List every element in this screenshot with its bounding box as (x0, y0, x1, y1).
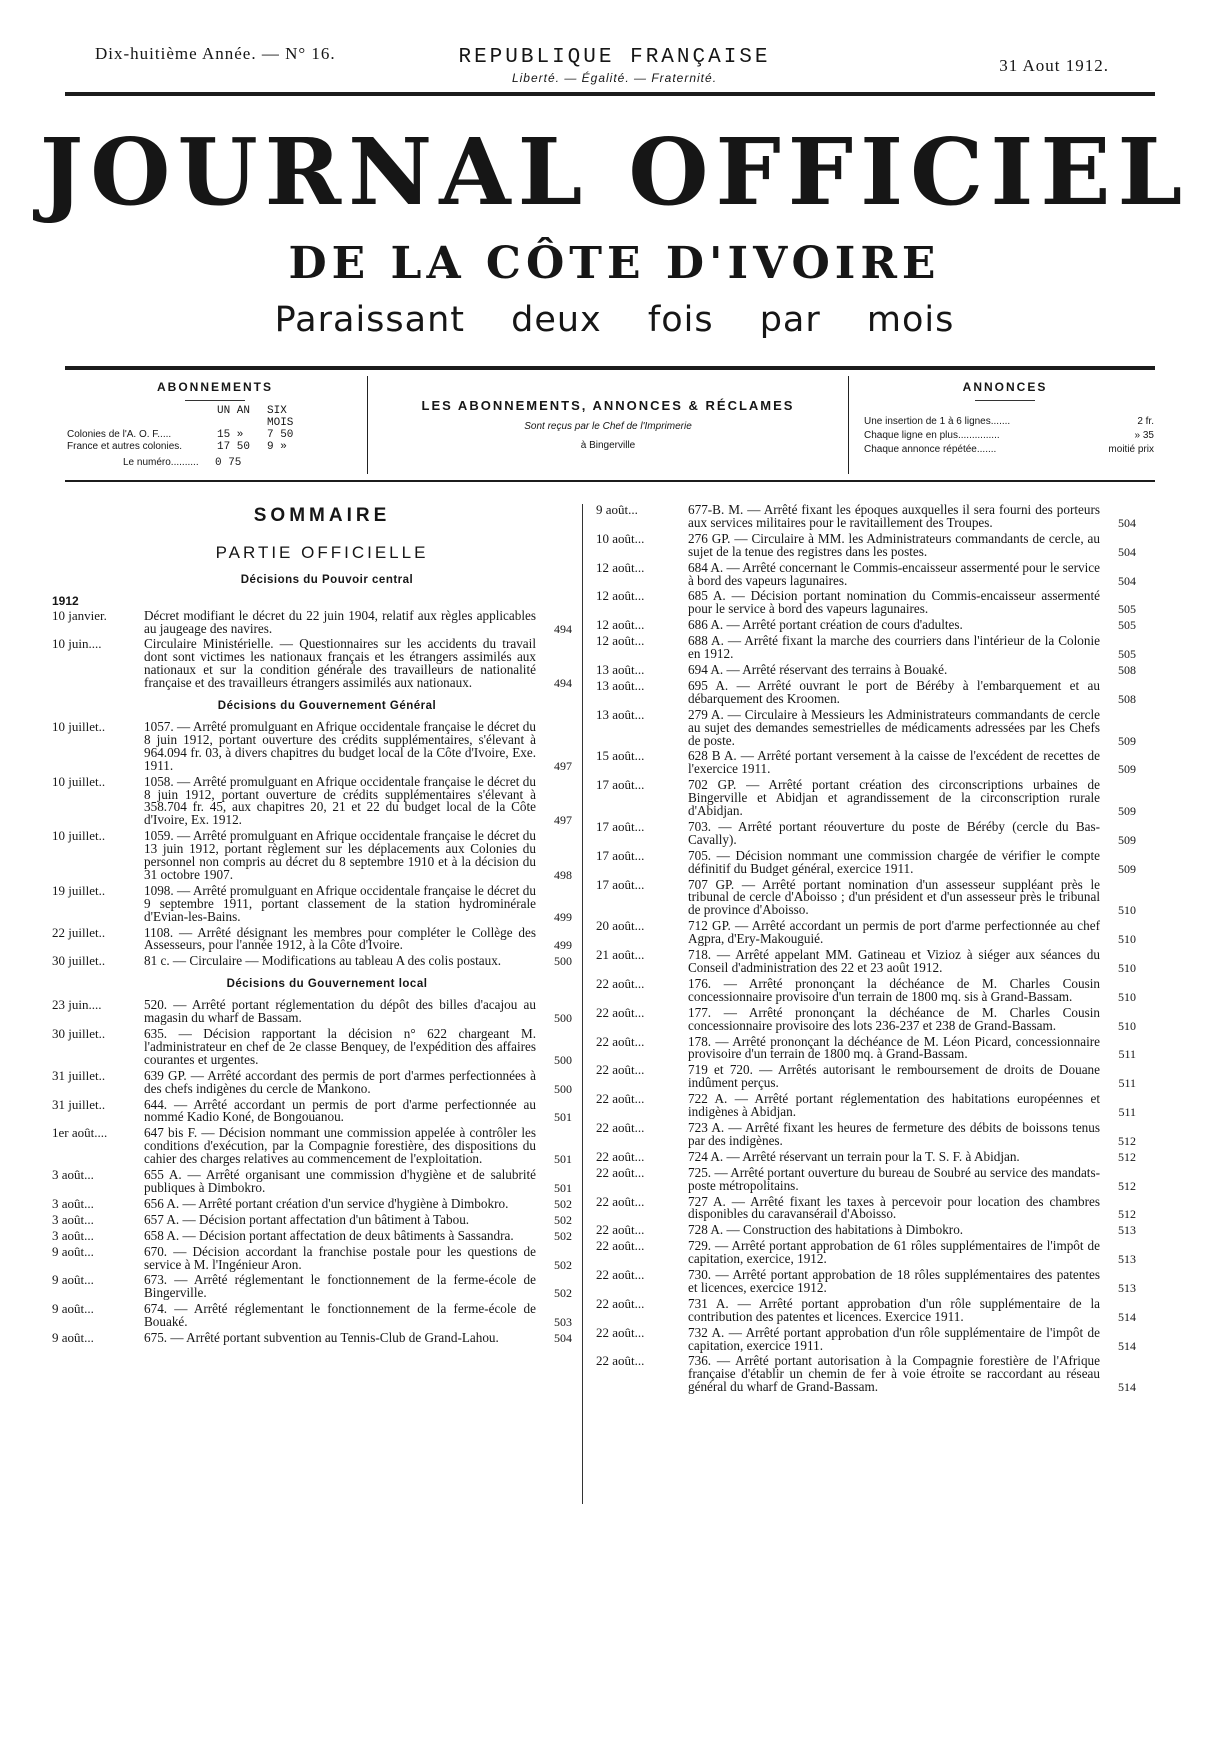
entry-page: 500 (554, 954, 572, 969)
entry-page: 513 (1118, 1223, 1136, 1238)
entry-text: 81 c. — Circulaire — Modifications au tableau A des colis postaux. (144, 953, 502, 969)
entry-date: 13 août... (596, 706, 645, 722)
rate-value: 2 fr. (1137, 416, 1154, 427)
entry-date: 10 août... (596, 530, 645, 546)
entry-text: 725. — Arrêté portant ouverture du bureau de Soubré au service des mandats-poste métropolitains. (688, 1164, 1100, 1193)
entry-text: 178. — Arrêté prononçant la déchéance de M. Léon Picard, concessionnaire provisoire d'un terrain de 1800 mq. à Grand-Bassam. (688, 1033, 1100, 1062)
entry-page: 510 (1118, 932, 1136, 947)
entry-page: 503 (554, 1315, 572, 1330)
entry-date: 22 août... (596, 1267, 645, 1283)
entry-page: 505 (1118, 647, 1136, 662)
sommaire-entry (596, 1295, 1136, 1324)
entry-text: 635. — Décision rapportant la décision n° 622 chargeant M. l'administrateur en chef de 2e classe Benquey, de l'expédition des affaires courantes et urgentes. (144, 1026, 536, 1067)
entry-date: 22 août... (596, 1148, 645, 1164)
subscription-row (67, 441, 365, 453)
entry-date: 23 juin.... (52, 997, 102, 1013)
entry-date: 13 août... (596, 661, 645, 677)
entry-text: 655 A. — Arrêté organisant une commission d'hygiène et de salubrité publiques à Dimbokro. (144, 1167, 536, 1195)
entry-page: 502 (554, 1228, 572, 1243)
sommaire-entry (596, 677, 1136, 706)
section-title: Décisions du Pouvoir central (240, 573, 414, 586)
entry-page: 501 (554, 1110, 572, 1125)
number-price-row (123, 457, 365, 469)
entry-date: 22 août... (596, 1033, 645, 1049)
subscriptions-box (65, 376, 365, 474)
number-label: Le numéro.......... (123, 457, 199, 468)
entry-date: 22 août... (596, 1164, 645, 1180)
entry-date: 22 août... (596, 1193, 645, 1209)
issue-number: Dix-huitième Année. — N° 16. (95, 44, 336, 63)
subscription-label: France et autres colonies. (67, 441, 183, 452)
announcement-rate (864, 444, 1154, 455)
entry-date: 22 août... (596, 1119, 645, 1135)
entry-text: 724 A. — Arrêté réservant un terrain pour la T. S. F. à Abidjan. (688, 1148, 1020, 1164)
republic-motto: Liberté. — Égalité. — Fraternité. (511, 71, 718, 85)
sommaire-entry (596, 1240, 1136, 1266)
entry-page: 510 (1118, 989, 1136, 1004)
entry-page: 510 (1118, 1018, 1136, 1033)
sommaire-entry (596, 706, 1136, 748)
entry-page: 513 (1118, 1280, 1136, 1295)
entry-page: 494 (554, 676, 572, 691)
rate-label: Chaque annonce répétée....... (864, 444, 997, 455)
entry-text: 276 GP. — Circulaire à MM. les Administrateurs commandants de cercle, au sujet de la tenue des registres dans les postes. (688, 530, 1100, 559)
entry-date: 10 juillet.. (52, 773, 106, 789)
entry-text: 722 A. — Arrêté portant réglementation des habitations européennes et indigènes à Abidjan. (688, 1091, 1100, 1120)
entry-text: 658 A. — Décision portant affectation de deux bâtiments à Sassandra. (144, 1227, 514, 1243)
subscription-year: 15 » (217, 429, 244, 441)
entry-text: 712 GP. — Arrêté accordant un permis de port d'arme perfectionnée au chef Agpra, d'Ery-Makouguié. (688, 918, 1100, 947)
journal-subtitle: DE LA CÔTE D'IVOIRE (288, 238, 941, 289)
entry-page: 509 (1118, 861, 1136, 876)
sommaire-entry (52, 638, 572, 690)
subscriptions-heading: ABONNEMENTS (156, 380, 273, 394)
entry-text: 176. — Arrêté prononçant la déchéance de M. Charles Cousin concessionnaire provisoire d'un terrain de 1800 mq. sis à Grand-Bassam. (688, 975, 1100, 1004)
entry-page: 504 (1118, 573, 1136, 588)
entry-date: 17 août... (596, 818, 645, 834)
sommaire-entry (52, 1274, 572, 1300)
sommaire-title: SOMMAIRE (253, 505, 391, 526)
entry-text: 647 bis F. — Décision nommant une commission appelée à contrôler les conditions d'exécution, par la Compagnie forestière, des dispositions du cahier des charges relatives au commencement de l'exploitation. (144, 1125, 536, 1167)
entry-page: 502 (554, 1196, 572, 1211)
col-year-label: UN AN (217, 405, 251, 417)
entry-text: 644. — Arrêté accordant un permis de port d'arme perfectionnée au nommé Kadio Koné, de Bongouanou. (144, 1096, 536, 1125)
sommaire-entry (52, 773, 572, 828)
entry-date: 3 août... (52, 1195, 94, 1211)
sommaire-entry (52, 718, 572, 773)
sommaire-entry (52, 830, 572, 882)
sommaire-entry (596, 1193, 1136, 1222)
entry-text: Circulaire Ministérielle. — Questionnaires sur les accidents du travail dont sont victimes les nationaux français et les étrangers assimilés aux nationaux et sur la condition générale des travailleurs de nationalité française et des travailleurs étrangers assimilés aux nationaux. (144, 636, 536, 691)
entry-date: 10 juin.... (52, 636, 102, 652)
entry-date: 9 août... (52, 1243, 94, 1259)
sommaire-entry (52, 1227, 572, 1243)
entry-page: 514 (1118, 1380, 1136, 1395)
entry-page: 498 (554, 867, 572, 882)
entry-page: 504 (1118, 515, 1136, 530)
announcements-box (850, 376, 1160, 474)
boxes-rule (65, 480, 1155, 482)
top-rule (65, 92, 1155, 96)
entry-page: 505 (1118, 618, 1136, 633)
sommaire-entry (596, 1355, 1136, 1394)
journal-frequency: Paraissant deux fois par mois (274, 300, 955, 340)
sommaire-entry (52, 1211, 572, 1227)
sommaire-entry (596, 920, 1136, 946)
entry-date: 13 août... (596, 677, 645, 693)
sommaire-entry (596, 876, 1136, 918)
section-year: 1912 (52, 593, 79, 608)
entry-page: 508 (1118, 662, 1136, 677)
sommaire-entry (596, 1164, 1136, 1193)
entry-page: 512 (1118, 1178, 1136, 1193)
entry-page: 504 (554, 1331, 572, 1346)
sommaire-entry (52, 882, 572, 924)
divider (975, 400, 1035, 401)
rate-label: Chaque ligne en plus............... (864, 430, 1000, 441)
sommaire-entry (596, 590, 1136, 616)
entry-text: 707 GP. — Arrêté portant nomination d'un assesseur suppléant près le tribunal de cercle d'Aboisso ; d'un président et d'un assesseur près le tribunal de province d'Aboisso. (688, 876, 1100, 918)
entry-text: 674. — Arrêté réglementant le fonctionnement de la ferme-école de Bouaké. (144, 1301, 536, 1330)
sommaire-entry (596, 1093, 1136, 1119)
entry-date: 22 juillet.. (52, 924, 106, 940)
sommaire-entry (52, 1195, 572, 1211)
announcement-rate (864, 430, 1154, 441)
entry-page: 511 (1118, 1047, 1136, 1062)
entry-text: 1098. — Arrêté promulguant en Afrique occidentale française le décret du 9 septembre 1911, portant classement de la station hydrominérale d'Evian-les-Bains. (144, 882, 536, 924)
entry-page: 511 (1118, 1105, 1136, 1120)
entry-date: 17 août... (596, 847, 645, 863)
entry-date: 9 août... (52, 1301, 94, 1317)
entry-date: 3 août... (52, 1227, 94, 1243)
entry-text: 675. — Arrêté portant subvention au Tennis-Club de Grand-Lahou. (144, 1330, 499, 1346)
subscription-year: 17 50 (217, 441, 251, 453)
sommaire-entry (596, 949, 1136, 975)
entry-date: 10 janvier. (52, 607, 107, 623)
entry-page: 509 (1118, 804, 1136, 819)
entry-text: 694 A. — Arrêté réservant des terrains à Bouaké. (688, 661, 948, 677)
entry-page: 502 (554, 1257, 572, 1272)
sommaire-entry (596, 619, 1136, 632)
entry-date: 30 juillet.. (52, 1026, 106, 1041)
entry-text: 1057. — Arrêté promulguant en Afrique occidentale française le décret du 8 juin 1912, portant ouverture des crédits supplémentaires, s'élevant à 964.094 fr. 03, à divers chapitres du budget local de la Côte d'Ivoire, Exe. 1911. (144, 718, 536, 773)
entry-date: 22 août... (596, 1004, 645, 1020)
entry-page: 511 (1118, 1076, 1136, 1091)
partie-officielle-title: PARTIE OFFICIELLE (215, 542, 429, 562)
entry-text: 673. — Arrêté réglementant le fonctionnement de la ferme-école de Bingerville. (144, 1272, 536, 1301)
masthead-rule (65, 366, 1155, 370)
entry-text: 520. — Arrêté portant réglementation du dépôt des billes d'acajou au magasin du wharf de Bassam. (144, 997, 536, 1026)
entry-text: 1058. — Arrêté promulguant en Afrique occidentale française le décret du 8 juin 1912, portant ouverture de crédits supplémentaires s'élevant à 358.704 fr. 45, aux chapitres 20, 21 et 22 du budget local de la Côte d'Ivoire, Ex. 1912. (144, 773, 536, 828)
entry-date: 17 août... (596, 876, 645, 892)
entry-date: 12 août... (596, 559, 645, 575)
entry-text: 677-B. M. — Arrêté fixant les époques auxquelles il sera fourni des porteurs aux services militaires pour le ravitaillement des Troupes. (688, 502, 1100, 530)
entry-text: 1059. — Arrêté promulguant en Afrique occidentale française le décret du 13 juin 1912, portant règlement sur les déplacements aux Colonies du personnel non compris au décret du 8 septembre 1910 et à la décision du 31 octobre 1907. (144, 828, 536, 882)
entry-date: 22 août... (596, 1222, 645, 1238)
entry-date: 22 août... (596, 1091, 645, 1107)
rate-value: moitié prix (1108, 444, 1154, 455)
entry-text: 695 A. — Arrêté ouvrant le port de Béréby à l'embarquement et au débarquement des Kroomen. (688, 677, 1100, 706)
ads-info-location: à Bingerville (580, 440, 636, 451)
number-price: 0 75 (215, 457, 242, 469)
entry-text: 730. — Arrêté portant approbation de 18 rôles supplémentaires des patentes et licences, exercice 1912. (688, 1267, 1100, 1295)
entry-text: 656 A. — Arrêté portant création d'un service d'hygiène à Dimbokro. (144, 1195, 509, 1211)
entry-text: 727 A. — Arrêté fixant les taxes à percevoir pour location des chambres disponibles du caravansérail d'Aboisso. (688, 1193, 1100, 1222)
entry-page: 499 (554, 938, 572, 953)
entry-date: 3 août... (52, 1167, 94, 1183)
entry-page: 500 (554, 1011, 572, 1026)
entry-page: 501 (554, 1152, 572, 1167)
entry-text: 728 A. — Construction des habitations à Dimbokro. (688, 1222, 964, 1238)
entry-text: 718. — Arrêté appelant MM. Gatineau et Vizioz à siéger aux séances du Conseil d'administration des 22 et 23 août 1912. (688, 947, 1100, 975)
entry-text: 702 GP. — Arrêté portant création des circonscriptions urbaines de Bingerville et Abidjan et agrandissement de la circonscription rurale d'Abidjan. (688, 777, 1100, 819)
ads-info-heading: LES ABONNEMENTS, ANNONCES & RÉCLAMES (421, 398, 795, 413)
sommaire-entry (596, 504, 1136, 530)
entry-page: 514 (1118, 1309, 1136, 1324)
entry-text: 686 A. — Arrêté portant création de cours d'adultes. (688, 617, 963, 633)
issue-date: 31 Aout 1912. (999, 56, 1109, 75)
entry-text: 628 B A. — Arrêté portant versement à la caisse de l'excédent de recettes de l'exercice 1911. (688, 748, 1100, 777)
entry-page: 512 (1118, 1133, 1136, 1148)
sommaire-entry (596, 1119, 1136, 1148)
entry-text: Décret modifiant le décret du 22 juin 1904, relatif aux règles applicables au jaugeage des navires. (144, 607, 536, 636)
entry-page: 504 (1118, 544, 1136, 559)
ads-info-line: Sont reçus par le Chef de l'Imprimerie (524, 421, 692, 432)
entry-date: 12 août... (596, 633, 645, 649)
entry-page: 502 (554, 1286, 572, 1301)
journal-title: JOURNAL OFFICIEL (39, 118, 1190, 226)
sommaire-entry (596, 779, 1136, 818)
entry-page: 497 (554, 758, 572, 773)
subscription-half: 7 50 (267, 429, 294, 441)
entry-page: 500 (554, 1052, 572, 1067)
entry-date: 17 août... (596, 777, 645, 793)
entry-page: 514 (1118, 1338, 1136, 1353)
entry-page: 501 (554, 1180, 572, 1195)
sommaire-entry (52, 955, 572, 968)
entry-page: 509 (1118, 762, 1136, 777)
sommaire-entry (596, 1033, 1136, 1062)
sommaire-entry (52, 1169, 572, 1195)
entry-text: 639 GP. — Arrêté accordant des permis de port d'armes perfectionnées à des chefs indigènes du cercle de Mankono. (144, 1067, 536, 1096)
entry-text: 1108. — Arrêté désignant les membres pour compléter le Collège des Assesseurs, pour l'année 1912, à la Côte d'Ivoire. (144, 924, 536, 953)
entry-text: 719 et 720. — Arrêtés autorisant le remboursement de droits de Douane indûment perçus. (688, 1062, 1100, 1091)
entry-date: 10 juillet.. (52, 828, 106, 844)
sommaire-entry (596, 1148, 1136, 1164)
entry-text: 723 A. — Arrêté fixant les heures de fermeture des débits de boissons tenus par des indigènes. (688, 1119, 1100, 1148)
entry-text: 729. — Arrêté portant approbation de 61 rôles supplémentaires de l'impôt de capitation, exercice, 1912. (688, 1238, 1100, 1267)
entry-date: 22 août... (596, 1238, 645, 1254)
rate-label: Une insertion de 1 à 6 lignes....... (864, 416, 1011, 427)
sommaire-entry (52, 999, 572, 1025)
sommaire-entry (52, 1243, 572, 1272)
entry-date: 22 août... (596, 975, 645, 991)
entry-date: 12 août... (596, 588, 645, 604)
sommaire-entry (52, 1332, 572, 1345)
entry-page: 510 (1118, 903, 1136, 918)
entry-page: 499 (554, 909, 572, 924)
sommaire-entry (596, 530, 1136, 559)
entry-date: 9 août... (52, 1272, 94, 1288)
entry-page: 505 (1118, 602, 1136, 617)
rate-value: » 35 (1134, 430, 1154, 441)
entry-date: 19 juillet.. (52, 882, 106, 898)
entry-date: 22 août... (596, 1062, 645, 1078)
entry-text: 670. — Décision accordant la franchise postale pour les questions de service à M. l'Ingénieur Aron. (144, 1243, 536, 1272)
republic-title: REPUBLIQUE FRANÇAISE (458, 46, 771, 69)
entry-page: 497 (554, 813, 572, 828)
sommaire-entry (52, 1028, 572, 1067)
sommaire-entry (596, 750, 1136, 776)
entry-date: 10 juillet.. (52, 718, 106, 734)
entry-text: 703. — Arrêté portant réouverture du poste de Béréby (cercle du Bas-Cavally). (688, 818, 1100, 847)
subscription-label: Colonies de l'A. O. F..... (67, 429, 172, 440)
ads-info-box (367, 376, 849, 474)
entry-date: 21 août... (596, 947, 645, 963)
divider (185, 400, 245, 401)
sommaire-entry (596, 818, 1136, 847)
sommaire-entry (52, 924, 572, 953)
entry-text: 279 A. — Circulaire à Messieurs les Administrateurs commandants de cercle au sujet des demandes semestrielles de médicaments adressées par les Chefs de poste. (688, 706, 1100, 748)
entry-page: 500 (554, 1081, 572, 1096)
entry-date: 30 juillet.. (52, 953, 106, 969)
sommaire-entry (52, 607, 572, 636)
entry-date: 12 août... (596, 617, 645, 633)
sommaire-entry (52, 1096, 572, 1125)
entry-date: 22 août... (596, 1353, 645, 1369)
sommaire-entry (596, 847, 1136, 876)
sommaire-entry (596, 661, 1136, 677)
entry-date: 9 août... (596, 502, 638, 517)
entry-date: 20 août... (596, 918, 645, 934)
entry-text: 688 A. — Arrêté fixant la marche des courriers dans l'intérieur de la Colonie en 1912. (688, 633, 1100, 662)
entry-date: 1er août.... (52, 1125, 108, 1141)
col-half-label: SIX MOIS (267, 405, 294, 429)
entry-page: 502 (554, 1212, 572, 1227)
sommaire-entry (596, 635, 1136, 661)
entry-page: 508 (1118, 691, 1136, 706)
entry-page: 512 (1118, 1149, 1136, 1164)
sommaire-left-column (52, 504, 572, 1348)
entry-page: 512 (1118, 1207, 1136, 1222)
subscription-half: 9 » (267, 441, 287, 453)
entry-text: 736. — Arrêté portant autorisation à la Compagnie forestière de l'Afrique française d'établir un chemin de fer à voie étroite se raccordant au réseau général du wharf de Grand-Bassam. (688, 1353, 1100, 1395)
entry-date: 31 juillet.. (52, 1067, 106, 1083)
column-divider (582, 504, 583, 1504)
sommaire-entry (596, 1269, 1136, 1295)
entry-date: 9 août... (52, 1330, 94, 1346)
section-title: Décisions du Gouvernement Général (217, 700, 437, 713)
sommaire-entry (52, 1127, 572, 1166)
entry-page: 509 (1118, 832, 1136, 847)
announcements-heading: ANNONCES (962, 380, 1048, 394)
entry-date: 15 août... (596, 748, 645, 764)
sommaire-sections (52, 574, 572, 1345)
entry-date: 22 août... (596, 1295, 645, 1311)
entry-page: 513 (1118, 1252, 1136, 1267)
subscriptions-header-row (67, 405, 365, 429)
entry-date: 3 août... (52, 1211, 94, 1227)
entry-text: 685 A. — Décision portant nomination du Commis-encaisseur assermenté pour le service à bord des vapeurs lagunaires. (688, 588, 1100, 617)
entry-page: 510 (1118, 961, 1136, 975)
entry-text: 731 A. — Arrêté portant approbation d'un rôle supplémentaire de la contribution des patentes et licences. Exercice 1911. (688, 1295, 1100, 1324)
sommaire-entry (596, 1004, 1136, 1033)
entry-text: 177. — Arrêté prononçant la déchéance de M. Charles Cousin concessionnaire provisoire des lots 236-237 et 238 de Grand-Bassam. (688, 1004, 1100, 1033)
entry-date: 31 juillet.. (52, 1096, 106, 1112)
sommaire-right-column (596, 504, 1136, 1397)
entry-text: 684 A. — Arrêté concernant le Commis-encaisseur assermenté pour le service à bord des vapeurs lagunaires. (688, 559, 1100, 588)
sommaire-entry (596, 1324, 1136, 1353)
entry-date: 22 août... (596, 1324, 645, 1340)
entry-text: 705. — Décision nommant une commission chargée de vérifier le compte définitif du Budget général, exercice 1911. (688, 847, 1100, 876)
entry-page: 494 (554, 621, 572, 636)
announcement-rate (864, 416, 1154, 427)
sommaire-entry (596, 975, 1136, 1004)
sommaire-entry (596, 559, 1136, 588)
entry-text: 732 A. — Arrêté portant approbation d'un rôle supplémentaire de l'impôt de capitation, exercice 1911. (688, 1324, 1100, 1353)
sommaire-entry (596, 1064, 1136, 1090)
sommaire-entry (52, 1067, 572, 1096)
sommaire-entry (52, 1303, 572, 1329)
entry-page: 509 (1118, 733, 1136, 748)
entry-text: 657 A. — Décision portant affectation d'un bâtiment à Tabou. (144, 1211, 470, 1227)
sommaire-continued-entries (596, 504, 1136, 1394)
section-title: Décisions du Gouvernement local (226, 978, 428, 991)
subscription-row (67, 429, 365, 441)
sommaire-entry (596, 1224, 1136, 1237)
